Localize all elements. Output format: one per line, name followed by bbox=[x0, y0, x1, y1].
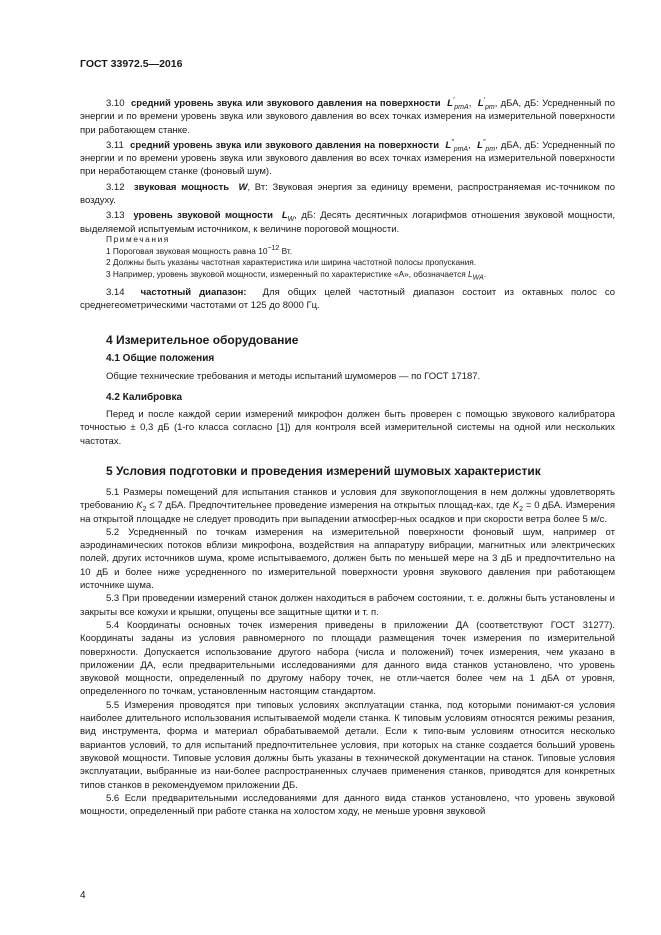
term-3-12: 3.12 звуковая мощность W, Вт: Звуковая энергия за единицу времени, распространяемая ис-точником по воздуху. bbox=[80, 181, 616, 207]
term-3-10: 3.10 средний уровень звука или звукового давления на поверхности $L'_{pmA}$, $L'_{pm}$, дБА, дБ: Усредненный по энергии и по времени уровень звука или звукового давления во всех точках измерения на измерительной поверхности при работающем станке. bbox=[80, 96, 616, 136]
section-4-1-title: 4.1 Общие положения bbox=[106, 353, 215, 364]
note-item: 3 Например, уровень звуковой мощности, измеренный по характеристике «А», обозначается $L_{WA}$. bbox=[106, 268, 487, 282]
page-number: 4 bbox=[80, 890, 86, 901]
terms-list bbox=[80, 97, 615, 238]
section-4-1-text: Общие технические требования и методы испытаний шумомеров — по ГОСТ 17187. bbox=[106, 371, 481, 382]
notes-block bbox=[80, 234, 615, 280]
term-3-14: 3.14 частотный диапазон: Для общих целей частотный диапазон состоит из октавных полос со среднегеометрическими частотами от 125 до 8000 Гц. bbox=[80, 287, 616, 312]
notes-title: Примечания bbox=[106, 234, 170, 244]
section-4-2-text: Перед и после каждой серии измерений микрофон должен быть проверен с помощью звукового калибратора точностью ± 0,3 дБ (1-го класса согласно [1]) для контроля всей измерительной системы на одной или нескольких частотах. bbox=[80, 409, 615, 447]
section-4-title: 4 Измерительное оборудование bbox=[106, 333, 299, 347]
term-3-11: 3.11 средний уровень звука или звукового давления на поверхности $L''_{pmA}$, $L''_{pm}$, дБА, дБ: Усредненный по энергии и по времени уровень звука или звукового давления во всех точках измерения на измерительной поверхности при неработающем станке (фоновый шум). bbox=[80, 138, 616, 178]
term-3-13: 3.13 уровень звуковой мощности $L_W$, дБ: Десять десятичных логарифмов отношения звуковой мощности, выделяемой испытуемым источником, к величине пороговой мощности. bbox=[80, 210, 616, 235]
section-5-paragraph: 5.3 При проведении измерений станок должен находиться в рабочем состоянии, т. е. должны быть установлены и закрыты все кожухи и крышки, опущены все защитные щитки и т. п. bbox=[80, 593, 615, 618]
section-5-body bbox=[80, 486, 615, 818]
section-5-paragraph: 5.2 Усредненный по точкам измерения на измерительной поверхности фоновый шум, например от аэродинамических потоков вблизи микрофона, воздействия на аппаратуру вибрации, магнитных или электрических полей, других источников шума, кроме испытываемого, должен быть по меньшей мере на 3 дБ и предпочтительно на 10 дБ и более ниже усредненного по измерительной поверхности уровня звукового давления при работающем источнике шума. bbox=[80, 526, 615, 592]
notes-items bbox=[80, 246, 615, 281]
note-item: 1 Пороговая звуковая мощность равна $10^{-12}$ Вт. bbox=[106, 244, 293, 256]
section-5-title: 5 Условия подготовки и проведения измерений шумовых характеристик bbox=[106, 464, 541, 478]
section-5-paragraph: 5.6 Если предварительными исследованиями для данного вида станков установлено, что уровень звуковой мощности, определенный при работе станка на холостом ходу, не меньше уровня звуковой bbox=[80, 792, 615, 818]
document-header: ГОСТ 33972.5—2016 bbox=[80, 58, 183, 70]
section-5-paragraph: 5.5 Измерения проводятся при типовых условиях эксплуатации станка, под которыми понимают-ся условия наиболее длительного использования испытываемой модели станка. К типовым условиям относятся режимы резания, вид инструмента, форма и материал обрабатываемой детали. Если к типо-вым условиям относится несколько вариантов условий, то для испытаний предпочтительнее условия, при которых на станке создается больший уровень звуковой мощности. Типовые условия должны быть указаны в технической документации на станок. Типовые условия эксплуатации, выбранные из наи-более распространенных случаев применения станков, приводятся для конкретных типов станков в рекомендуемом приложении ДБ. bbox=[80, 699, 615, 791]
section-4-2-title: 4.2 Калибровка bbox=[106, 392, 183, 403]
note-item: 2 Должны быть указаны частотная характеристика или ширина частотной полосы пропускания. bbox=[106, 257, 477, 268]
section-5-paragraph: 5.4 Координаты основных точек измерения приведены в приложении ДА (соответствуют ГОСТ 31277). Координаты заданы из условия равномерного по площади размещения точек измерения по измерительной поверхности. Допускается использование другого набора (числа и положений) точек измерения, чем указано в приложении ДА, если предварительными исследованиями для данного вида станков установлено, что уровень звуковой мощности, определенный по другому набору точек, не отли-чается более чем на 1 дБА от уровня, определенного по точкам, установленным настоящим стандартом. bbox=[80, 619, 615, 698]
section-5-paragraph: 5.1 Размеры помещений для испытания станков и условия для звукопоглощения в нем должны удовлетворять требованию $K_2 \le 7$ дБА. Предпочтительнее проведение измерения на открытых площад-ках, где $K_2 = 0$ дБА. Измерения на открытой площадке не следует проводить при выпадении атмосфер-ных осадков и при скорости ветра более 5 м/с. bbox=[80, 487, 615, 525]
